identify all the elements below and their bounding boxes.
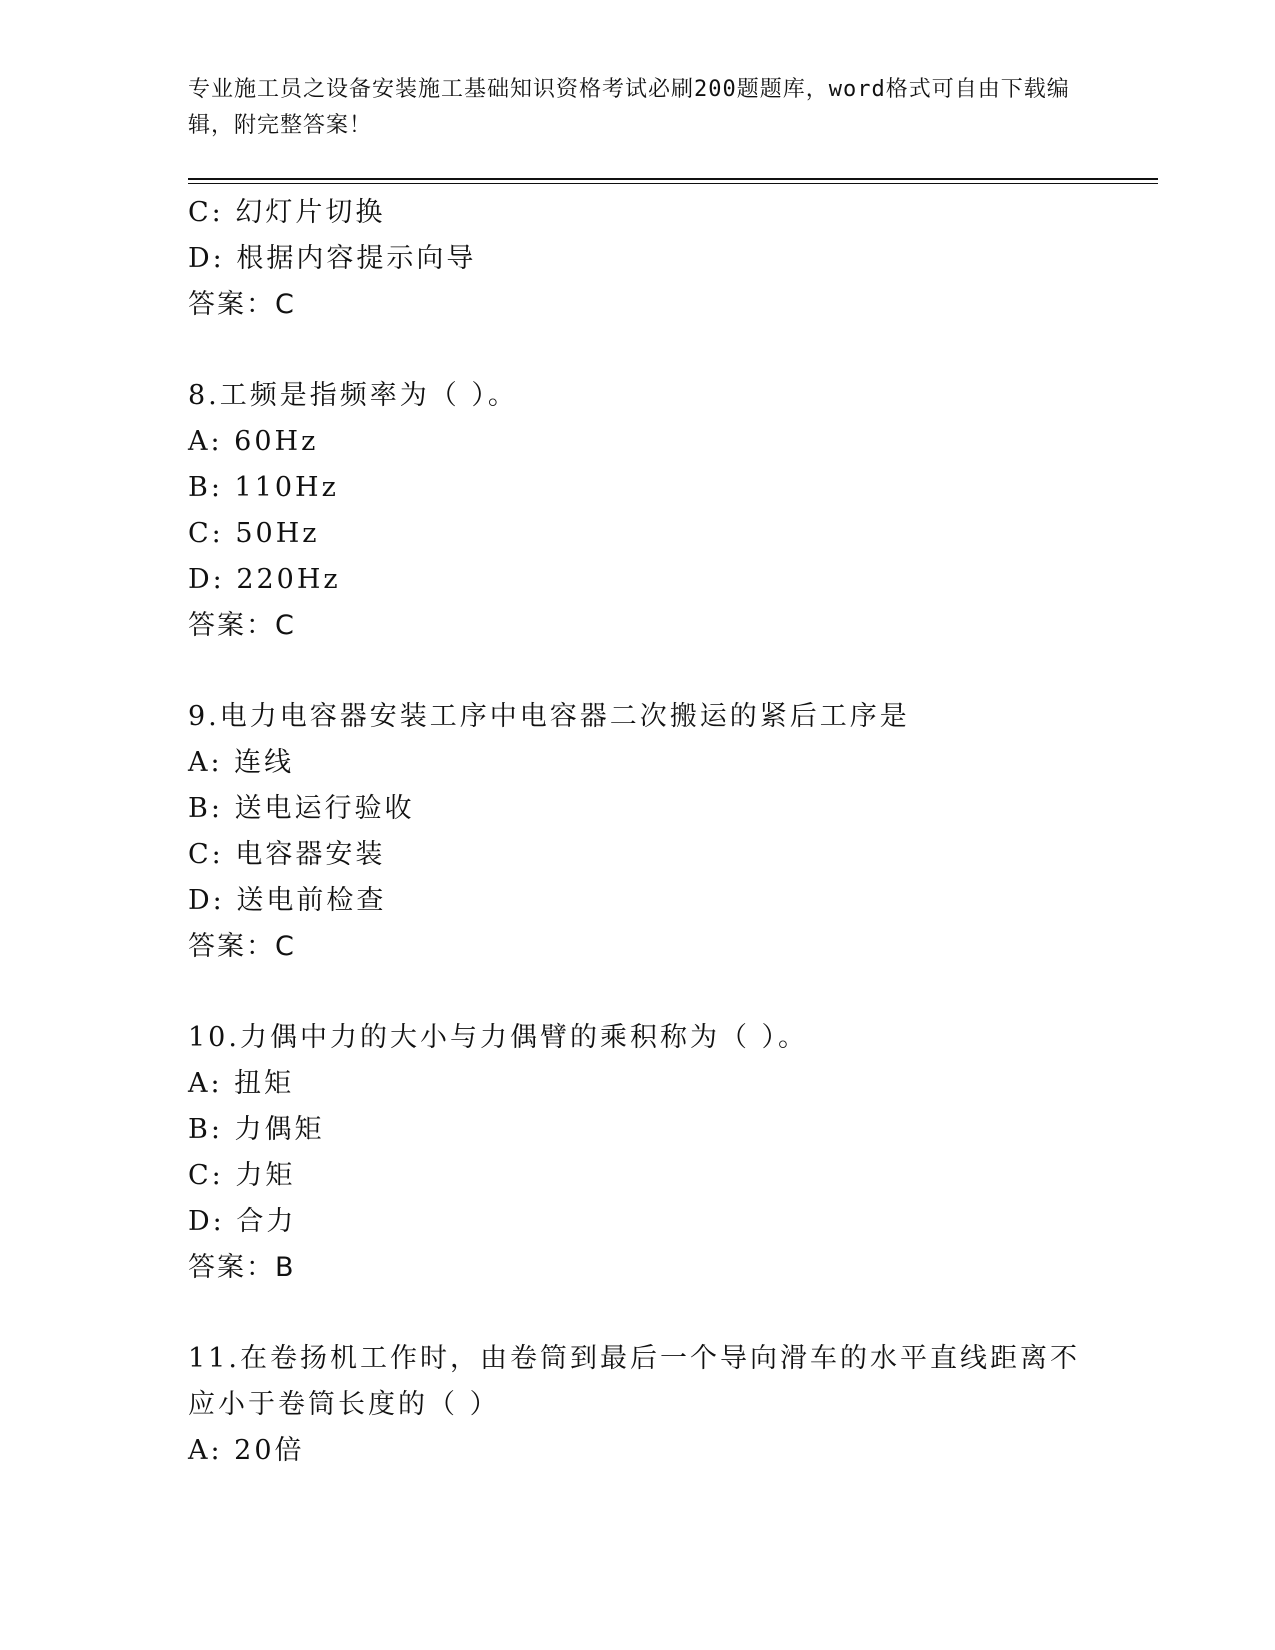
answer-line: 答案：B	[188, 1252, 296, 1283]
question-11	[188, 1336, 1108, 1474]
option-d: D: 合力	[188, 1206, 297, 1237]
question-8	[188, 373, 1108, 649]
header-divider-thin	[188, 183, 1158, 184]
option-c: C: 幻灯片切换	[188, 197, 386, 228]
question-9	[188, 694, 1108, 970]
option-b: B: 送电运行验收	[188, 793, 415, 824]
question-list	[188, 190, 1108, 1474]
option-d: D: 根据内容提示向导	[188, 243, 477, 274]
option-d: D: 220Hz	[188, 564, 341, 595]
option-d: D: 送电前检查	[188, 885, 387, 916]
question-10	[188, 1015, 1108, 1291]
option-c: C: 力矩	[188, 1160, 296, 1191]
question-stem: 9.电力电容器安装工序中电容器二次搬运的紧后工序是	[188, 701, 910, 732]
option-b: B: 110Hz	[188, 472, 339, 503]
answer-line: 答案：C	[188, 610, 296, 641]
option-c: C: 电容器安装	[188, 839, 386, 870]
option-a: A: 扭矩	[188, 1068, 295, 1099]
header-divider-thick	[188, 178, 1158, 180]
option-b: B: 力偶矩	[188, 1114, 325, 1145]
answer-line: 答案：C	[188, 931, 296, 962]
option-c: C: 50Hz	[188, 518, 320, 549]
document-header-title: 专业施工员之设备安装施工基础知识资格考试必刷200题题库，word格式可自由下载编辑，附完整答案！	[188, 77, 1070, 138]
question-stem: 8.工频是指频率为（ ）。	[188, 380, 518, 411]
carryover-question	[188, 190, 1108, 328]
option-a: A: 20倍	[188, 1435, 305, 1466]
option-a: A: 连线	[188, 747, 295, 778]
option-a: A: 60Hz	[188, 426, 319, 457]
question-stem: 11.在卷扬机工作时，由卷筒到最后一个导向滑车的水平直线距离不应小于卷筒长度的（ ）	[188, 1343, 1080, 1420]
question-stem: 10.力偶中力的大小与力偶臂的乘积称为（ ）。	[188, 1022, 809, 1053]
answer-line: 答案：C	[188, 289, 296, 320]
